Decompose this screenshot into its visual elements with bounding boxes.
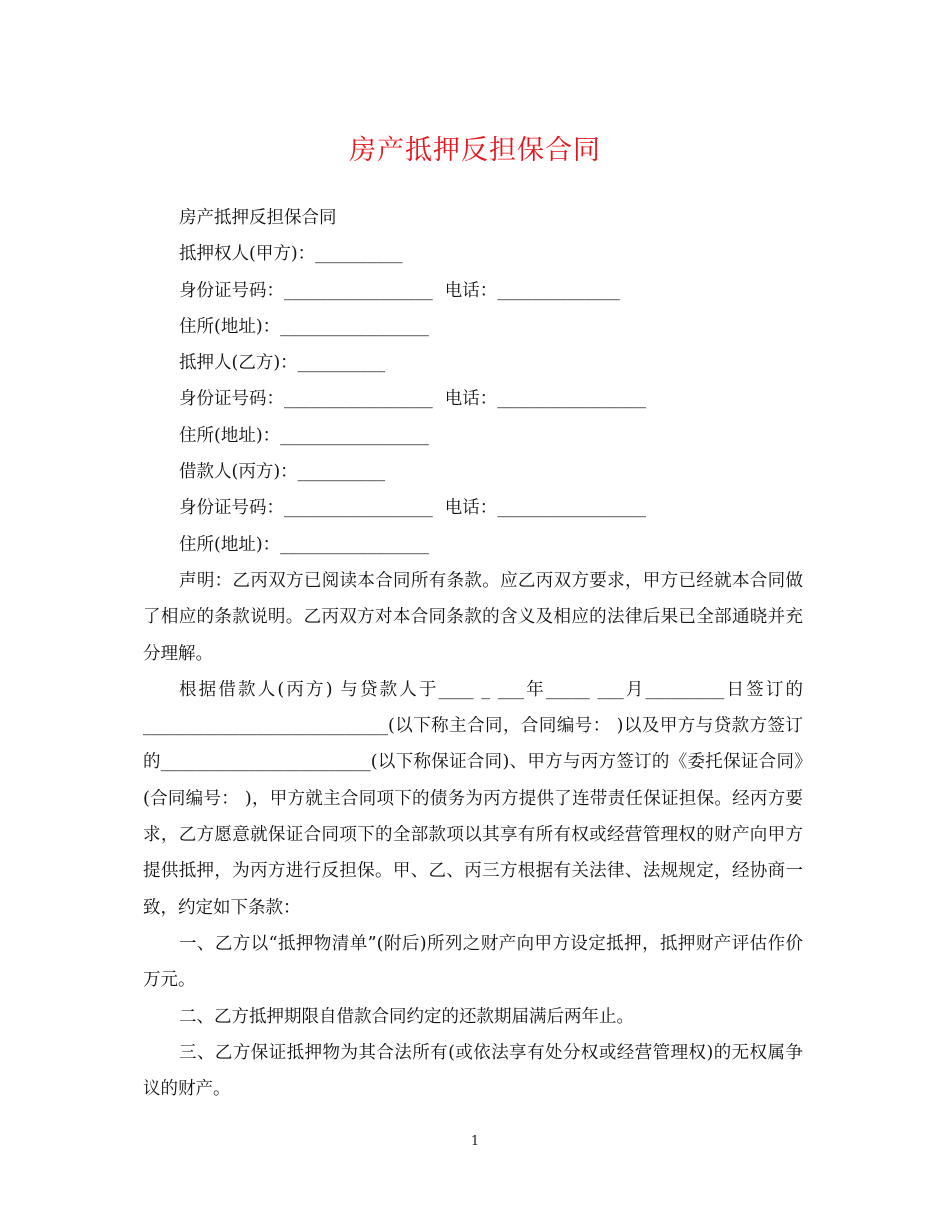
party-b-address-field: 住所(地址)：_________________	[179, 425, 429, 446]
party-b-id-row	[143, 381, 803, 417]
clause-3-paragraph: 三、乙方保证抵押物为其合法所有(或依法享有处分权或经营管理权)的无权属争议的财产。	[143, 1042, 803, 1100]
party-a-id-row	[143, 273, 803, 309]
party-a-label: 抵押权人(甲方)：__________	[179, 244, 403, 265]
document-subtitle: 房产抵押反担保合同	[179, 208, 337, 228]
party-a-phone-field: 电话：______________	[444, 280, 620, 301]
party-a-address-field: 住所(地址)：_________________	[179, 316, 429, 337]
party-b-phone-field: 电话：_________________	[444, 389, 646, 410]
clause-1-paragraph: 一、乙方以“抵押物清单”(附后)所列之财产向甲方设定抵押，抵押财产评估作价 万元。	[143, 933, 803, 991]
clause-2-paragraph: 二、乙方抵押期限自借款合同约定的还款期届满后两年止。	[179, 1006, 634, 1027]
party-c-phone-field: 电话：_________________	[444, 498, 646, 519]
party-c-label: 借款人(丙方)：__________	[179, 462, 386, 483]
recital-paragraph: 根据借款人(丙方) 与贷款人于____ _ ___年_____ ___月_________日签订的____________________________(以下称主合同，合同编号： )以及甲方与贷款方签订的________________________(以下称保证合同)、甲方与丙方签订的《委托保证合同》(合同编号： )，甲方就主合同项下的债务为丙方提供了连带责任保证担保。经丙方要求，乙方愿意就保证合同项下的全部款项以其享有所有权或经营管理权的财产向甲方提供抵押，为丙方进行反担保。甲、乙、丙三方根据有关法律、法规规定，经协商一致，约定如下条款：	[143, 679, 803, 918]
page-number: 1	[470, 1134, 480, 1149]
party-b-id-field: 身份证号码：_________________	[179, 389, 433, 410]
contract-body	[143, 200, 803, 1107]
document-title: 房产抵押反担保合同	[349, 135, 601, 166]
party-a-id-field: 身份证号码：_________________	[179, 280, 433, 301]
declaration-paragraph: 声明：乙丙双方已阅读本合同所有条款。应乙丙双方要求，甲方已经就本合同做了相应的条款说明。乙丙双方对本合同条款的含义及相应的法律后果已全部通晓并充分理解。	[143, 570, 803, 664]
party-c-address-field: 住所(地址)：_________________	[179, 534, 429, 555]
party-b-label: 抵押人(乙方)：__________	[179, 353, 386, 374]
party-c-id-field: 身份证号码：_________________	[179, 498, 433, 519]
party-c-id-row	[143, 490, 803, 526]
